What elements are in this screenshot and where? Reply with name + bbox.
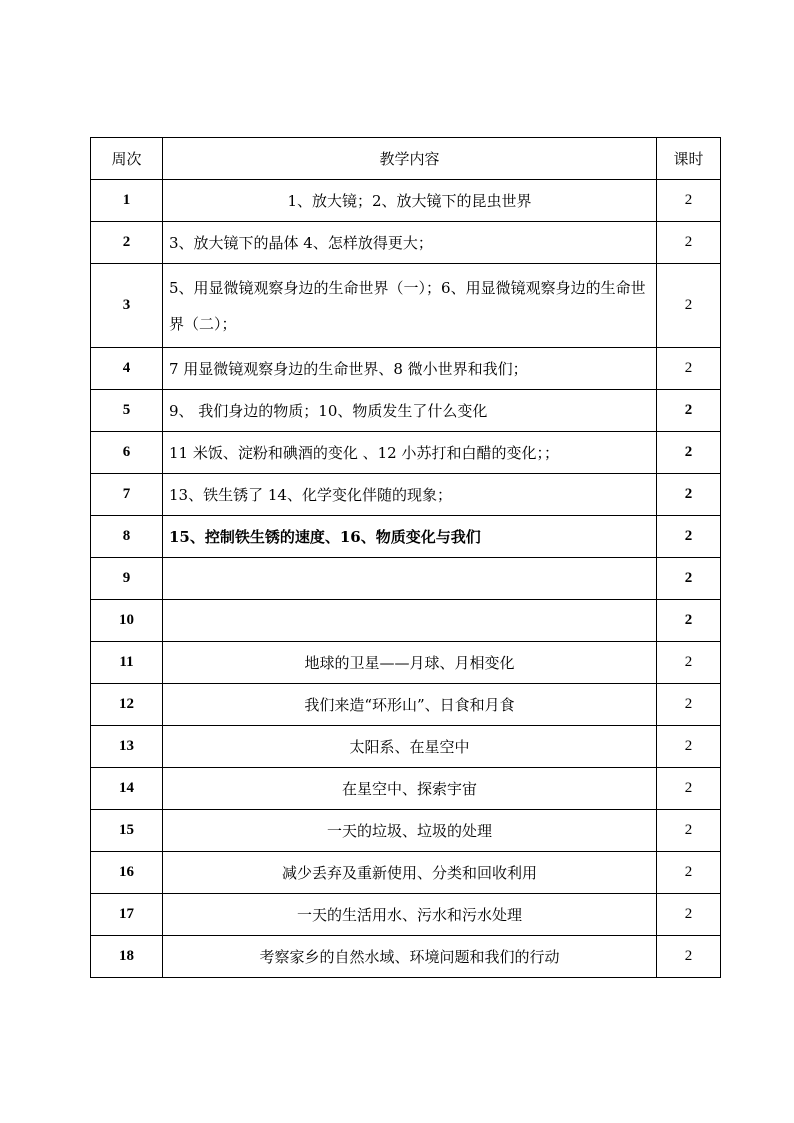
teaching-schedule-table bbox=[90, 137, 721, 978]
header-hours: 课时 bbox=[657, 138, 721, 180]
table-row bbox=[91, 894, 721, 936]
content-cell: 我们来造“环形山”、日食和月食 bbox=[163, 684, 657, 726]
hours-cell: 2 bbox=[657, 264, 721, 348]
week-cell: 8 bbox=[91, 516, 163, 558]
week-cell: 1 bbox=[91, 180, 163, 222]
table-row bbox=[91, 810, 721, 852]
table-row bbox=[91, 768, 721, 810]
content-cell: 15、控制铁生锈的速度、16、物质变化与我们 bbox=[163, 516, 657, 558]
content-cell: 在星空中、探索宇宙 bbox=[163, 768, 657, 810]
hours-cell: 2 bbox=[657, 642, 721, 684]
content-cell: 9、 我们身边的物质；10、物质发生了什么变化 bbox=[163, 390, 657, 432]
week-cell: 18 bbox=[91, 936, 163, 978]
header-content: 教学内容 bbox=[163, 138, 657, 180]
week-cell: 16 bbox=[91, 852, 163, 894]
table-row bbox=[91, 642, 721, 684]
content-cell: 考察家乡的自然水域、环境问题和我们的行动 bbox=[163, 936, 657, 978]
content-cell: 减少丢弃及重新使用、分类和回收利用 bbox=[163, 852, 657, 894]
hours-cell: 2 bbox=[657, 810, 721, 852]
hours-cell: 2 bbox=[657, 558, 721, 600]
table-row bbox=[91, 684, 721, 726]
hours-cell: 2 bbox=[657, 936, 721, 978]
content-cell: 一天的生活用水、污水和污水处理 bbox=[163, 894, 657, 936]
header-week: 周次 bbox=[91, 138, 163, 180]
hours-cell: 2 bbox=[657, 768, 721, 810]
content-cell bbox=[163, 558, 657, 600]
content-cell: 1、放大镜；2、放大镜下的昆虫世界 bbox=[163, 180, 657, 222]
week-cell: 7 bbox=[91, 474, 163, 516]
hours-cell: 2 bbox=[657, 390, 721, 432]
content-cell: 3、放大镜下的晶体 4、怎样放得更大； bbox=[163, 222, 657, 264]
content-cell: 7 用显微镜观察身边的生命世界、8 微小世界和我们； bbox=[163, 348, 657, 390]
hours-cell: 2 bbox=[657, 516, 721, 558]
week-cell: 15 bbox=[91, 810, 163, 852]
hours-cell: 2 bbox=[657, 726, 721, 768]
week-cell: 3 bbox=[91, 264, 163, 348]
hours-cell: 2 bbox=[657, 222, 721, 264]
hours-cell: 2 bbox=[657, 474, 721, 516]
hours-cell: 2 bbox=[657, 432, 721, 474]
hours-cell: 2 bbox=[657, 180, 721, 222]
content-cell: 11 米饭、淀粉和碘酒的变化 、12 小苏打和白醋的变化；； bbox=[163, 432, 657, 474]
week-cell: 5 bbox=[91, 390, 163, 432]
week-cell: 4 bbox=[91, 348, 163, 390]
week-cell: 14 bbox=[91, 768, 163, 810]
table-row bbox=[91, 264, 721, 348]
week-cell: 11 bbox=[91, 642, 163, 684]
content-cell: 5、用显微镜观察身边的生命世界（一）；6、用显微镜观察身边的生命世界（二）； bbox=[163, 264, 657, 348]
header-row bbox=[91, 138, 721, 180]
week-cell: 9 bbox=[91, 558, 163, 600]
table-row bbox=[91, 390, 721, 432]
table-row bbox=[91, 222, 721, 264]
hours-cell: 2 bbox=[657, 684, 721, 726]
table-row bbox=[91, 348, 721, 390]
content-cell: 一天的垃圾、垃圾的处理 bbox=[163, 810, 657, 852]
table-row bbox=[91, 180, 721, 222]
week-cell: 13 bbox=[91, 726, 163, 768]
content-cell: 太阳系、在星空中 bbox=[163, 726, 657, 768]
content-cell bbox=[163, 600, 657, 642]
hours-cell: 2 bbox=[657, 894, 721, 936]
table-row bbox=[91, 474, 721, 516]
table-row bbox=[91, 432, 721, 474]
week-cell: 12 bbox=[91, 684, 163, 726]
week-cell: 2 bbox=[91, 222, 163, 264]
hours-cell: 2 bbox=[657, 852, 721, 894]
table-row bbox=[91, 936, 721, 978]
week-cell: 17 bbox=[91, 894, 163, 936]
hours-cell: 2 bbox=[657, 600, 721, 642]
table-row bbox=[91, 600, 721, 642]
week-cell: 6 bbox=[91, 432, 163, 474]
table-row bbox=[91, 726, 721, 768]
content-cell: 地球的卫星——月球、月相变化 bbox=[163, 642, 657, 684]
table-row bbox=[91, 852, 721, 894]
content-cell: 13、铁生锈了 14、化学变化伴随的现象； bbox=[163, 474, 657, 516]
hours-cell: 2 bbox=[657, 348, 721, 390]
week-cell: 10 bbox=[91, 600, 163, 642]
table-row bbox=[91, 516, 721, 558]
table-row bbox=[91, 558, 721, 600]
